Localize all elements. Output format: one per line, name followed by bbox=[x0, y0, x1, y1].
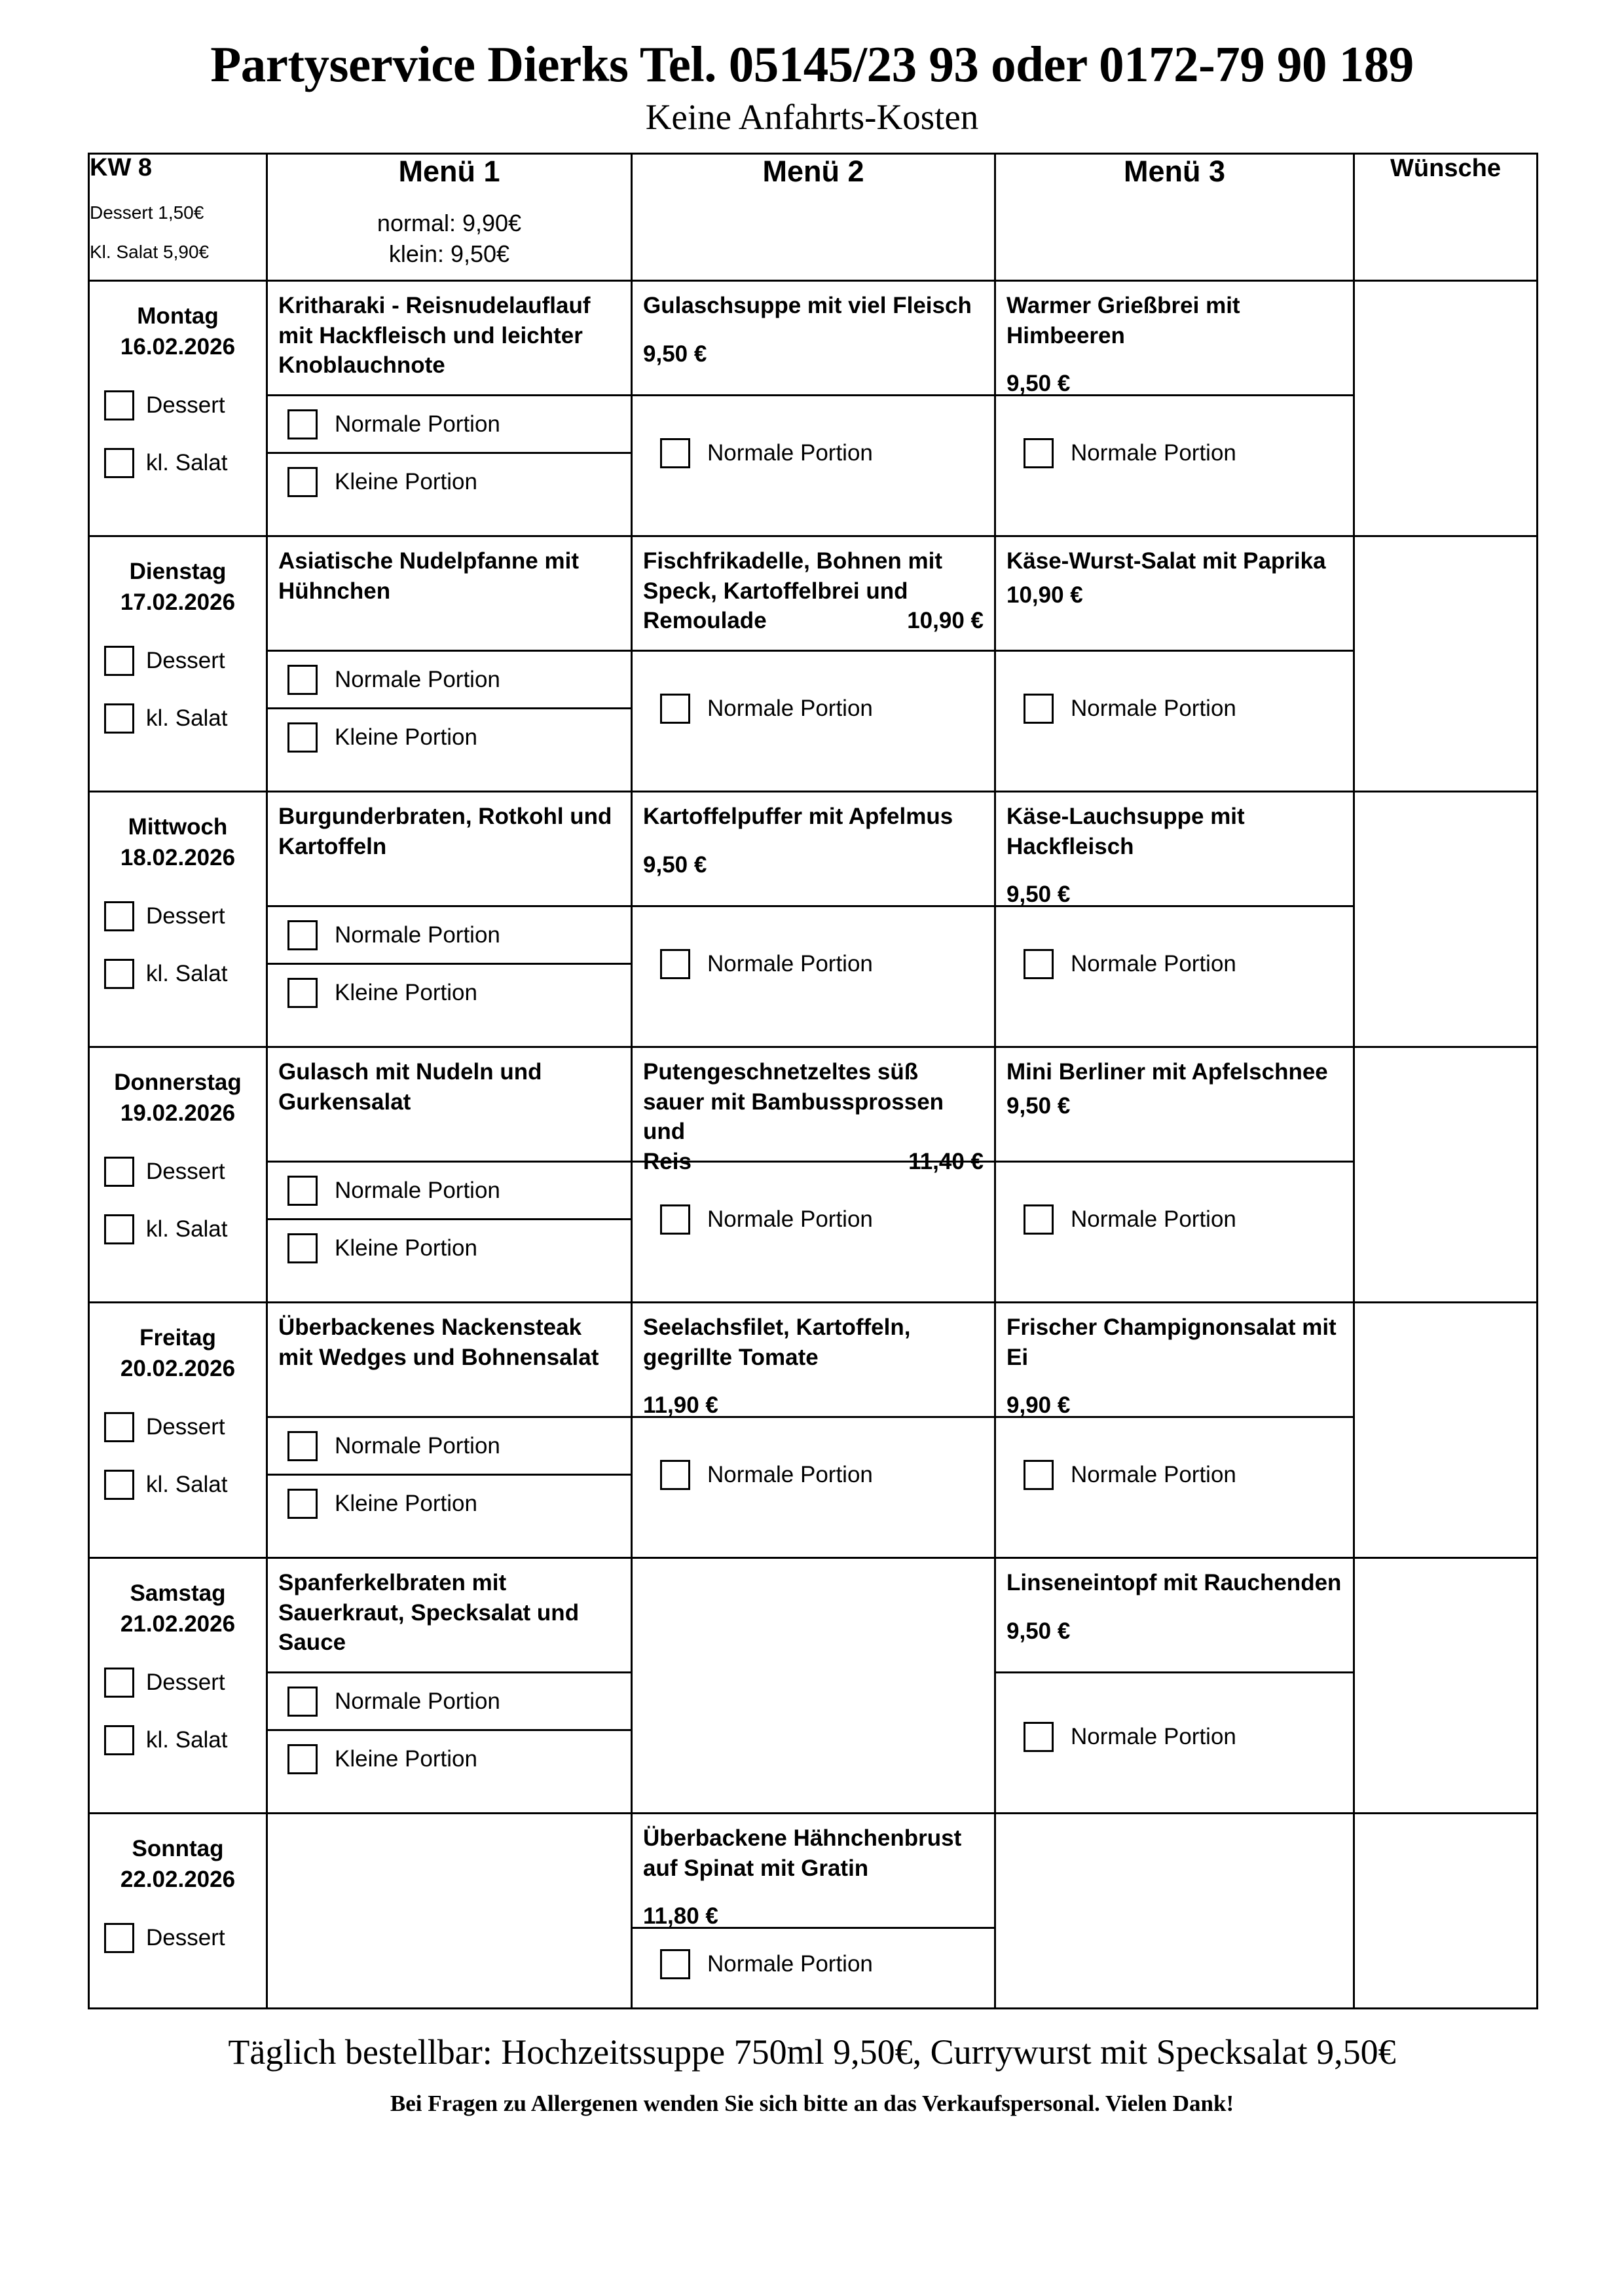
dish-name: Mini Berliner mit Apfelschnee bbox=[1006, 1059, 1328, 1085]
normale-portion-label: Normale Portion bbox=[707, 1461, 873, 1487]
menu3-cell bbox=[995, 1558, 1354, 1814]
dish-name: Kartoffelpuffer mit Apfelmus bbox=[643, 804, 953, 830]
menu3-normale-portion-option[interactable] bbox=[996, 1671, 1353, 1800]
normale-portion-label: Normale Portion bbox=[1071, 439, 1236, 466]
normale-portion-label: Normale Portion bbox=[335, 666, 500, 692]
day-cell-dienstag bbox=[89, 536, 267, 792]
wishes-cell[interactable] bbox=[1354, 1814, 1538, 2009]
wishes-cell[interactable] bbox=[1354, 1558, 1538, 1814]
kleine-portion-checkbox[interactable] bbox=[287, 722, 318, 753]
dish-name-price-row bbox=[643, 606, 984, 636]
daily-offer-text: Täglich bestellbar: Hochzeitssuppe 750ml 9,50€, Currywurst mit Specksalat 9,50€ bbox=[228, 2032, 1396, 2072]
normale-portion-label: Normale Portion bbox=[707, 1206, 873, 1232]
normale-portion-checkbox[interactable] bbox=[660, 1949, 690, 1979]
menu3-normale-portion-option[interactable] bbox=[996, 905, 1353, 1020]
dish-price: 9,90 € bbox=[1006, 1392, 1071, 1419]
kl-salat-checkbox[interactable] bbox=[104, 703, 134, 734]
document-footer bbox=[0, 2032, 1624, 2117]
menu1-normale-portion-option[interactable] bbox=[268, 394, 631, 452]
dish-price: 9,50 € bbox=[1006, 371, 1071, 397]
kleine-portion-checkbox[interactable] bbox=[287, 1233, 318, 1263]
normale-portion-label: Normale Portion bbox=[707, 1950, 873, 1977]
normale-portion-label: Normale Portion bbox=[707, 950, 873, 977]
dessert-label: Dessert bbox=[146, 903, 225, 929]
normale-portion-label: Normale Portion bbox=[1071, 950, 1236, 977]
day-option-salad[interactable] bbox=[90, 434, 266, 492]
menu1-cell bbox=[267, 1303, 632, 1558]
normale-portion-label: Normale Portion bbox=[335, 1432, 500, 1459]
kleine-portion-checkbox[interactable] bbox=[287, 978, 318, 1008]
dessert-checkbox[interactable] bbox=[104, 1923, 134, 1953]
menu1-kleine-portion-option[interactable] bbox=[268, 1729, 631, 1787]
dish-price: 11,40 € bbox=[908, 1148, 984, 1174]
kleine-portion-checkbox[interactable] bbox=[287, 1489, 318, 1519]
dish-name: Putengeschnetzeltes süß sauer mit Bambussprossen und bbox=[643, 1059, 944, 1145]
menu3-cell bbox=[995, 1303, 1354, 1558]
dish-price: 9,50 € bbox=[1006, 882, 1071, 908]
kl-salat-label: kl. Salat bbox=[146, 449, 228, 475]
dish-name: Frischer Champignonsalat mit Ei bbox=[1006, 1314, 1337, 1370]
menu1-normale-portion-option[interactable] bbox=[268, 1416, 631, 1474]
normale-portion-checkbox[interactable] bbox=[660, 694, 690, 724]
day-name: Mittwoch bbox=[128, 814, 228, 840]
header-cell-wishes: Wünsche bbox=[1354, 154, 1538, 281]
allergen-note-text: Bei Fragen zu Allergenen wenden Sie sich bitte an das Verkaufspersonal. Vielen Dank! bbox=[390, 2091, 1234, 2117]
menu3-cell bbox=[995, 281, 1354, 536]
kl-salat-checkbox[interactable] bbox=[104, 959, 134, 989]
normale-portion-checkbox[interactable] bbox=[287, 665, 318, 695]
menu1-title: Menü 1 bbox=[398, 155, 500, 189]
menu3-cell bbox=[995, 792, 1354, 1047]
kl-salat-checkbox[interactable] bbox=[104, 1470, 134, 1500]
dish-name: Asiatische Nudelpfanne mit Hühnchen bbox=[278, 548, 579, 604]
kleine-portion-label: Kleine Portion bbox=[335, 1235, 477, 1261]
menu2-cell bbox=[632, 281, 995, 536]
menu3-cell-empty bbox=[995, 1814, 1354, 2009]
menu2-cell bbox=[632, 1814, 995, 2009]
menu3-normale-portion-option[interactable] bbox=[996, 650, 1353, 765]
dish-name: Fischfrikadelle, Bohnen mit Speck, Kartoffelbrei und bbox=[643, 548, 943, 604]
normale-portion-label: Normale Portion bbox=[335, 1688, 500, 1714]
menu2-normale-portion-option[interactable] bbox=[633, 650, 994, 765]
dish-name: Burgunderbraten, Rotkohl und Kartoffeln bbox=[278, 804, 612, 859]
dish-name: Käse-Lauchsuppe mit Hackfleisch bbox=[1006, 804, 1245, 859]
day-cell-samstag bbox=[89, 1558, 267, 1814]
menu1-kleine-portion-option[interactable] bbox=[268, 452, 631, 510]
dish-name: Käse-Wurst-Salat mit Paprika bbox=[1006, 548, 1326, 574]
day-option-dessert[interactable] bbox=[90, 887, 266, 945]
table-row bbox=[89, 1814, 1538, 2009]
kleine-portion-checkbox[interactable] bbox=[287, 467, 318, 497]
menu3-normale-portion-option[interactable] bbox=[996, 1161, 1353, 1276]
normale-portion-checkbox[interactable] bbox=[660, 438, 690, 468]
day-name: Freitag bbox=[139, 1325, 216, 1351]
normale-portion-checkbox[interactable] bbox=[1024, 438, 1054, 468]
kleine-portion-label: Kleine Portion bbox=[335, 1490, 477, 1516]
salad-price-label: Kl. Salat 5,90€ bbox=[90, 241, 210, 262]
header-cell-menu3 bbox=[995, 154, 1354, 281]
page-title: Partyservice Dierks Tel. 05145/23 93 oder 0172-79 90 189 bbox=[210, 36, 1414, 92]
day-option-dessert[interactable] bbox=[90, 377, 266, 434]
day-name: Sonntag bbox=[132, 1836, 224, 1862]
wishes-cell[interactable] bbox=[1354, 281, 1538, 536]
day-name: Samstag bbox=[130, 1580, 226, 1607]
dish-price: 9,50 € bbox=[643, 341, 707, 367]
day-cell-donnerstag bbox=[89, 1047, 267, 1303]
dish-name: Überbackene Hähnchenbrust auf Spinat mit Gratin bbox=[643, 1825, 962, 1881]
day-name: Montag bbox=[137, 303, 219, 329]
menu1-price-normal: normal: 9,90€ bbox=[377, 210, 522, 237]
day-cell-montag bbox=[89, 281, 267, 536]
dessert-checkbox[interactable] bbox=[104, 390, 134, 420]
day-option-dessert[interactable] bbox=[90, 1398, 266, 1456]
normale-portion-checkbox[interactable] bbox=[1024, 949, 1054, 979]
kl-salat-label: kl. Salat bbox=[146, 1726, 228, 1753]
day-cell-sonntag bbox=[89, 1814, 267, 2009]
day-date: 17.02.2026 bbox=[120, 589, 236, 615]
day-cell-freitag bbox=[89, 1303, 267, 1558]
table-row bbox=[89, 1303, 1538, 1558]
menu1-cell bbox=[267, 792, 632, 1047]
dish-name: Überbackenes Nackensteak mit Wedges und Bohnensalat bbox=[278, 1314, 599, 1370]
normale-portion-checkbox[interactable] bbox=[287, 1176, 318, 1206]
menu2-normale-portion-option[interactable] bbox=[633, 1416, 994, 1531]
day-cell-mittwoch bbox=[89, 792, 267, 1047]
menu2-cell bbox=[632, 1047, 995, 1303]
day-option-dessert[interactable] bbox=[90, 1909, 266, 1967]
dish-name: Seelachsfilet, Kartoffeln, gegrillte Tomate bbox=[643, 1314, 911, 1370]
day-option-dessert[interactable] bbox=[90, 1654, 266, 1711]
header-cell-menu2 bbox=[632, 154, 995, 281]
menu3-title: Menü 3 bbox=[1123, 155, 1226, 189]
table-row bbox=[89, 536, 1538, 792]
menu1-cell bbox=[267, 1047, 632, 1303]
normale-portion-checkbox[interactable] bbox=[660, 1460, 690, 1490]
normale-portion-checkbox[interactable] bbox=[1024, 1722, 1054, 1752]
table-row bbox=[89, 792, 1538, 1047]
week-number-label: KW 8 bbox=[90, 154, 152, 182]
menu-table-container bbox=[88, 153, 1536, 2009]
dessert-label: Dessert bbox=[146, 647, 225, 673]
day-date: 20.02.2026 bbox=[120, 1355, 236, 1381]
normale-portion-checkbox[interactable] bbox=[287, 1431, 318, 1461]
table-header-row bbox=[89, 154, 1538, 281]
kleine-portion-label: Kleine Portion bbox=[335, 724, 477, 750]
menu1-kleine-portion-option[interactable] bbox=[268, 1474, 631, 1531]
header-cell-week bbox=[89, 154, 267, 281]
menu2-normale-portion-option[interactable] bbox=[633, 394, 994, 510]
dish-price: 11,80 € bbox=[643, 1903, 718, 1929]
day-option-dessert[interactable] bbox=[90, 1143, 266, 1201]
kl-salat-label: kl. Salat bbox=[146, 705, 228, 731]
normale-portion-label: Normale Portion bbox=[335, 1177, 500, 1203]
dish-price: 11,90 € bbox=[643, 1392, 718, 1419]
menu1-normale-portion-option[interactable] bbox=[268, 1161, 631, 1218]
kleine-portion-label: Kleine Portion bbox=[335, 468, 477, 494]
menu1-normale-portion-option[interactable] bbox=[268, 1671, 631, 1729]
kl-salat-label: kl. Salat bbox=[146, 1471, 228, 1497]
dish-price: 10,90 € bbox=[907, 608, 984, 634]
kl-salat-label: kl. Salat bbox=[146, 960, 228, 986]
dessert-checkbox[interactable] bbox=[104, 1412, 134, 1442]
dish-name: Gulasch mit Nudeln und Gurkensalat bbox=[278, 1059, 542, 1115]
menu1-normale-portion-option[interactable] bbox=[268, 650, 631, 707]
normale-portion-label: Normale Portion bbox=[707, 439, 873, 466]
dish-name: Warmer Grießbrei mit Himbeeren bbox=[1006, 293, 1240, 348]
menu2-cell bbox=[632, 1303, 995, 1558]
kl-salat-checkbox[interactable] bbox=[104, 448, 134, 478]
dish-price: 9,50 € bbox=[1006, 1092, 1071, 1119]
day-option-dessert[interactable] bbox=[90, 632, 266, 690]
dessert-label: Dessert bbox=[146, 1924, 225, 1950]
menu2-normale-portion-option[interactable] bbox=[633, 1161, 994, 1276]
dessert-checkbox[interactable] bbox=[104, 901, 134, 931]
menu2-cell-empty bbox=[632, 1558, 995, 1814]
normale-portion-label: Normale Portion bbox=[1071, 1206, 1236, 1232]
day-date: 16.02.2026 bbox=[120, 333, 236, 360]
menu1-cell bbox=[267, 536, 632, 792]
menu3-normale-portion-option[interactable] bbox=[996, 1416, 1353, 1531]
dessert-price-label: Dessert 1,50€ bbox=[90, 202, 204, 223]
menu1-price-small: klein: 9,50€ bbox=[388, 240, 510, 267]
wishes-cell[interactable] bbox=[1354, 536, 1538, 792]
normale-portion-checkbox[interactable] bbox=[287, 409, 318, 439]
menu2-cell bbox=[632, 792, 995, 1047]
menu2-cell bbox=[632, 536, 995, 792]
menu3-cell bbox=[995, 1047, 1354, 1303]
dish-name-tail: Reis bbox=[643, 1148, 692, 1174]
normale-portion-label: Normale Portion bbox=[335, 922, 500, 948]
dessert-label: Dessert bbox=[146, 1669, 225, 1695]
wishes-cell[interactable] bbox=[1354, 792, 1538, 1047]
menu3-cell bbox=[995, 536, 1354, 792]
day-option-salad[interactable] bbox=[90, 1201, 266, 1258]
menu1-kleine-portion-option[interactable] bbox=[268, 963, 631, 1020]
menu2-title: Menü 2 bbox=[762, 155, 864, 189]
dessert-checkbox[interactable] bbox=[104, 1157, 134, 1187]
menu1-cell bbox=[267, 1558, 632, 1814]
normale-portion-label: Normale Portion bbox=[335, 411, 500, 437]
normale-portion-label: Normale Portion bbox=[1071, 695, 1236, 721]
normale-portion-checkbox[interactable] bbox=[1024, 694, 1054, 724]
page-subtitle: Keine Anfahrts-Kosten bbox=[645, 96, 979, 137]
dish-price: 9,50 € bbox=[643, 851, 707, 878]
normale-portion-checkbox[interactable] bbox=[287, 920, 318, 950]
dish-name: Linseneintopf mit Rauchenden bbox=[1006, 1570, 1342, 1596]
normale-portion-label: Normale Portion bbox=[1071, 1461, 1236, 1487]
kleine-portion-label: Kleine Portion bbox=[335, 979, 477, 1005]
header-cell-menu1 bbox=[267, 154, 632, 281]
normale-portion-checkbox[interactable] bbox=[660, 949, 690, 979]
normale-portion-checkbox[interactable] bbox=[1024, 1460, 1054, 1490]
dish-name-tail: Remoulade bbox=[643, 608, 767, 634]
menu1-cell-empty bbox=[267, 1814, 632, 2009]
day-option-salad[interactable] bbox=[90, 1711, 266, 1769]
menu1-kleine-portion-option[interactable] bbox=[268, 1218, 631, 1276]
table-row bbox=[89, 1047, 1538, 1303]
dish-price: 10,90 € bbox=[1006, 582, 1083, 608]
day-option-salad[interactable] bbox=[90, 945, 266, 1003]
day-name: Donnerstag bbox=[114, 1070, 242, 1096]
dish-name: Spanferkelbraten mit Sauerkraut, Specksalat und Sauce bbox=[278, 1570, 580, 1656]
wishes-cell[interactable] bbox=[1354, 1303, 1538, 1558]
kl-salat-checkbox[interactable] bbox=[104, 1214, 134, 1244]
normale-portion-label: Normale Portion bbox=[1071, 1723, 1236, 1749]
weekly-menu-table bbox=[88, 153, 1538, 2009]
day-date: 18.02.2026 bbox=[120, 844, 236, 870]
table-row bbox=[89, 1558, 1538, 1814]
document-header bbox=[0, 0, 1624, 136]
wishes-cell[interactable] bbox=[1354, 1047, 1538, 1303]
dessert-label: Dessert bbox=[146, 392, 225, 418]
day-option-salad[interactable] bbox=[90, 1456, 266, 1514]
menu2-normale-portion-option[interactable] bbox=[633, 1927, 994, 1999]
menu1-normale-portion-option[interactable] bbox=[268, 905, 631, 963]
kl-salat-label: kl. Salat bbox=[146, 1216, 228, 1242]
kleine-portion-label: Kleine Portion bbox=[335, 1745, 477, 1772]
menu2-normale-portion-option[interactable] bbox=[633, 905, 994, 1020]
dish-name: Kritharaki - Reisnudelauflauf mit Hackfleisch und leichter Knoblauchnote bbox=[278, 293, 591, 379]
menu1-kleine-portion-option[interactable] bbox=[268, 707, 631, 765]
table-row bbox=[89, 281, 1538, 536]
dessert-checkbox[interactable] bbox=[104, 1668, 134, 1698]
day-option-salad[interactable] bbox=[90, 690, 266, 747]
normale-portion-checkbox[interactable] bbox=[1024, 1204, 1054, 1235]
dessert-label: Dessert bbox=[146, 1158, 225, 1184]
menu1-cell bbox=[267, 281, 632, 536]
day-date: 19.02.2026 bbox=[120, 1100, 236, 1126]
kleine-portion-checkbox[interactable] bbox=[287, 1744, 318, 1774]
dessert-checkbox[interactable] bbox=[104, 646, 134, 676]
normale-portion-label: Normale Portion bbox=[707, 695, 873, 721]
dish-price: 9,50 € bbox=[1006, 1618, 1071, 1644]
dish-name: Gulaschsuppe mit viel Fleisch bbox=[643, 293, 972, 319]
normale-portion-checkbox[interactable] bbox=[660, 1204, 690, 1235]
dessert-label: Dessert bbox=[146, 1413, 225, 1440]
day-date: 21.02.2026 bbox=[120, 1611, 236, 1637]
day-name: Dienstag bbox=[129, 559, 227, 585]
menu3-normale-portion-option[interactable] bbox=[996, 394, 1353, 510]
normale-portion-checkbox[interactable] bbox=[287, 1687, 318, 1717]
kl-salat-checkbox[interactable] bbox=[104, 1725, 134, 1755]
day-date: 22.02.2026 bbox=[120, 1866, 236, 1892]
